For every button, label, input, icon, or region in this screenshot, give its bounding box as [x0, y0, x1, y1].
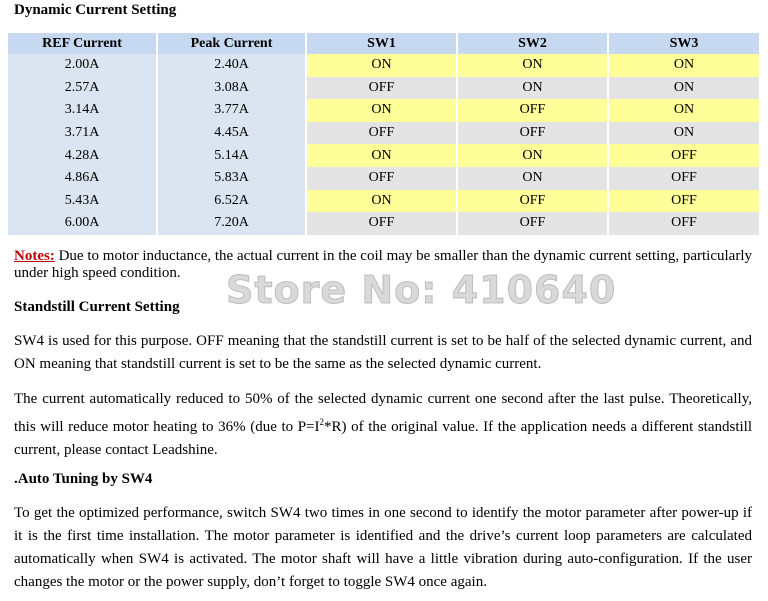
table-row: [8, 190, 760, 213]
ref-current-cell: 4.86A: [8, 167, 157, 190]
ref-current-cell: 2.57A: [8, 77, 157, 100]
header-sw1: SW1: [306, 33, 457, 54]
header-sw3: SW3: [608, 33, 760, 54]
sw2-cell: OFF: [457, 122, 608, 145]
sw3-cell: OFF: [608, 144, 760, 167]
dynamic-current-title: Dynamic Current Setting: [14, 2, 177, 18]
standstill-title: Standstill Current Setting: [14, 299, 180, 315]
peak-current-cell: 5.83A: [157, 167, 306, 190]
sw1-cell: OFF: [306, 167, 457, 190]
sw1-cell: OFF: [306, 212, 457, 235]
sw3-cell: OFF: [608, 167, 760, 190]
ref-current-cell: 2.00A: [8, 54, 157, 77]
sw2-cell: OFF: [457, 190, 608, 213]
peak-current-cell: 5.14A: [157, 144, 306, 167]
sw1-cell: OFF: [306, 77, 457, 100]
table-row: [8, 144, 760, 167]
sw2-cell: OFF: [457, 212, 608, 235]
ref-current-cell: 5.43A: [8, 190, 157, 213]
dynamic-current-table: [8, 33, 761, 235]
sw3-cell: OFF: [608, 212, 760, 235]
table-row: [8, 54, 760, 77]
table-row: [8, 122, 760, 145]
sw2-cell: ON: [457, 144, 608, 167]
peak-current-cell: 7.20A: [157, 212, 306, 235]
sw1-cell: ON: [306, 54, 457, 77]
sw3-cell: ON: [608, 99, 760, 122]
sw2-cell: ON: [457, 77, 608, 100]
sw1-cell: ON: [306, 99, 457, 122]
standstill-paragraph-1: SW4 is used for this purpose. OFF meaning that the standstill current is set to be half of the selected dynamic current, and ON meaning that standstill current is set to be the same as the selected dynamic current.: [14, 333, 752, 372]
notes-label: Notes:: [14, 248, 55, 264]
sw2-cell: ON: [457, 167, 608, 190]
header-sw2: SW2: [457, 33, 608, 54]
header-ref-current: REF Current: [8, 33, 157, 54]
sw1-cell: ON: [306, 190, 457, 213]
sw1-cell: ON: [306, 144, 457, 167]
standstill-p2-part2: *R) of the original value. If the application needs a different standstill current, please contact Leadshine.: [14, 419, 752, 458]
notes-text: Due to motor inductance, the actual current in the coil may be smaller than the dynamic current setting, particularly under high speed condition.: [14, 248, 752, 281]
ref-current-cell: 4.28A: [8, 144, 157, 167]
sw3-cell: OFF: [608, 190, 760, 213]
watermark: Store No: 410640: [226, 268, 617, 312]
peak-current-cell: 3.77A: [157, 99, 306, 122]
ref-current-cell: 6.00A: [8, 212, 157, 235]
sw3-cell: ON: [608, 122, 760, 145]
sw2-cell: OFF: [457, 99, 608, 122]
table-row: [8, 167, 760, 190]
peak-current-cell: 6.52A: [157, 190, 306, 213]
table-row: [8, 99, 760, 122]
table-row: [8, 212, 760, 235]
ref-current-cell: 3.71A: [8, 122, 157, 145]
peak-current-cell: 3.08A: [157, 77, 306, 100]
sw2-cell: ON: [457, 54, 608, 77]
peak-current-cell: 2.40A: [157, 54, 306, 77]
table-row: [8, 77, 760, 100]
sw3-cell: ON: [608, 77, 760, 100]
standstill-p2-superscript: 2: [319, 417, 325, 427]
table-header-row: [8, 33, 760, 54]
auto-tuning-paragraph: To get the optimized performance, switch SW4 two times in one second to identify the motor parameter after power-up if it is the first time installation. The motor parameter is identified and the drive’s current loop parameters are calculated automatically when SW4 is activated. The motor shaft will have a little vibration during auto-configuration. If the user changes the motor or the power supply, don’t forget to toggle SW4 once again.: [14, 505, 752, 590]
auto-tuning-title: .Auto Tuning by SW4: [14, 471, 153, 487]
standstill-paragraph-2: [14, 388, 752, 462]
sw3-cell: ON: [608, 54, 760, 77]
sw1-cell: OFF: [306, 122, 457, 145]
header-peak-current: Peak Current: [157, 33, 306, 54]
ref-current-cell: 3.14A: [8, 99, 157, 122]
standstill-p2-part1: The current automatically reduced to 50% of the selected dynamic current one second after the last pulse. Theoretically, this will reduce motor heating to 36% (due to P=I: [14, 391, 752, 435]
peak-current-cell: 4.45A: [157, 122, 306, 145]
